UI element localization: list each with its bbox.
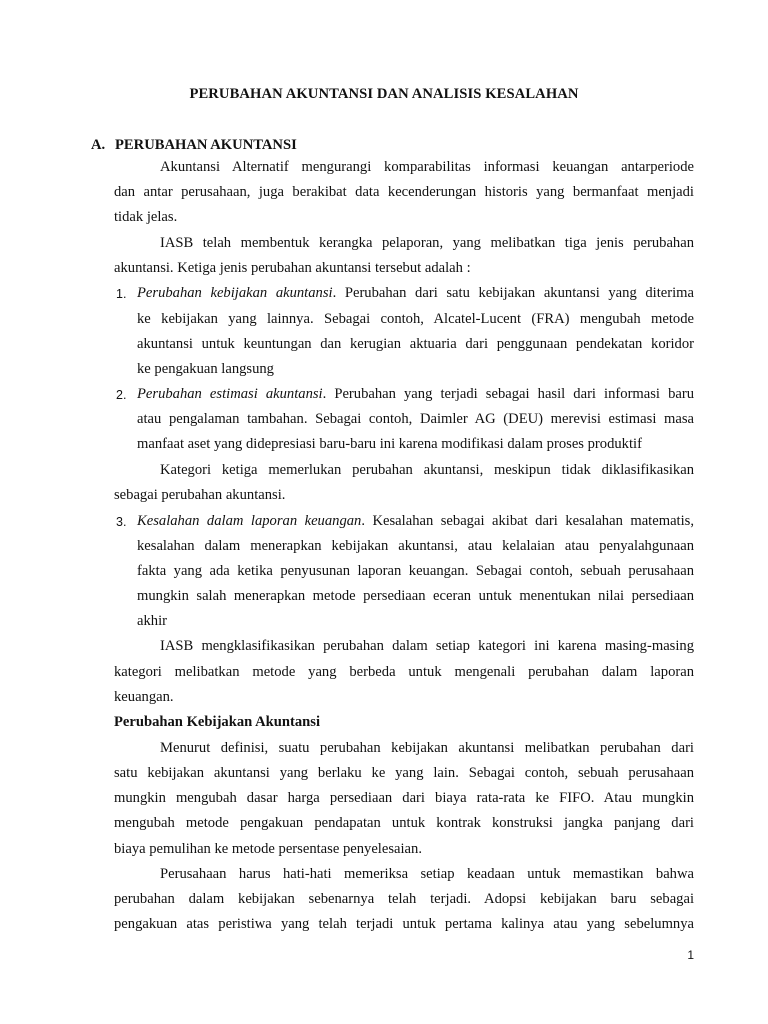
list-item-line: fakta yang ada ketika penyusunan laporan keuangan. Sebagai contoh, sebuah perusahaan (137, 563, 694, 579)
list-item-text: . Perubahan yang terjadi sebagai hasil dari informasi baru (322, 386, 694, 402)
document-title: PERUBAHAN AKUNTANSI DAN ANALISIS KESALAHAN (189, 86, 579, 102)
paragraph-line: keuangan. (114, 689, 174, 705)
list-item-line: manfaat aset yang didepresiasi baru-baru ini karena modifikasi dalam proses produktif (137, 436, 642, 452)
list-item-line: ke pengakuan langsung (137, 361, 274, 377)
list-item-line: kesalahan dalam menerapkan kebijakan akuntansi, atau kelalaian atau penyalahgunaan (137, 538, 694, 554)
paragraph-line: tidak jelas. (114, 209, 178, 225)
paragraph-line: pengakuan atas peristiwa yang telah terjadi untuk pertama kalinya atau yang sebelumnya (114, 916, 694, 932)
paragraph-line: Perusahaan harus hati-hati memeriksa setiap keadaan untuk memastikan bahwa (160, 866, 694, 882)
subheading: Perubahan Kebijakan Akuntansi (114, 714, 321, 730)
list-number: 2. (116, 388, 127, 402)
paragraph-line: biaya pemulihan ke metode persentase penyelesaian. (114, 841, 422, 857)
paragraph-line: Menurut definisi, suatu perubahan kebijakan akuntansi melibatkan perubahan dari (160, 740, 694, 756)
list-item-line: mungkin salah menerapkan metode persediaan eceran untuk menentukan nilai persediaan (137, 588, 694, 604)
page-number: 1 (687, 948, 694, 962)
section-title: PERUBAHAN AKUNTANSI (115, 137, 297, 153)
list-item-line: akhir (137, 613, 167, 629)
list-item-line (137, 284, 694, 302)
list-item-term: Perubahan estimasi akuntansi (137, 386, 323, 402)
list-item-term: Kesalahan dalam laporan keuangan (137, 513, 362, 529)
paragraph-line: sebagai perubahan akuntansi. (114, 487, 286, 503)
paragraph-line: akuntansi. Ketiga jenis perubahan akuntansi tersebut adalah : (114, 260, 471, 276)
list-item-text: . Perubahan dari satu kebijakan akuntansi yang diterima (332, 285, 694, 301)
list-item-line (137, 512, 694, 530)
paragraph-line: Kategori ketiga memerlukan perubahan akuntansi, meskipun tidak diklasifikasikan (160, 462, 694, 478)
list-number: 1. (116, 287, 127, 301)
paragraph-line: IASB mengklasifikasikan perubahan dalam setiap kategori ini karena masing-masing (160, 638, 694, 654)
list-item-line: atau pengalaman tambahan. Sebagai contoh, Daimler AG (DEU) merevisi estimasi masa (137, 411, 694, 427)
list-item-line (137, 385, 694, 403)
paragraph-line: perubahan dalam kebijakan sebenarnya telah terjadi. Adopsi kebijakan baru sebagai (114, 891, 694, 907)
section-heading (91, 137, 297, 154)
list-item-text: . Kesalahan sebagai akibat dari kesalahan matematis, (361, 513, 694, 529)
list-item-line: akuntansi untuk keuntungan dan kerugian aktuaria dari penggunaan pendekatan koridor (137, 336, 694, 352)
paragraph-line: mengubah metode pengakuan pendapatan untuk kontrak konstruksi jangka panjang dari (114, 815, 694, 831)
paragraph-line: dan antar perusahaan, juga berakibat data kecenderungan historis yang bermanfaat menjadi (114, 184, 694, 200)
list-number: 3. (116, 515, 127, 529)
paragraph-line: satu kebijakan akuntansi yang berlaku ke yang lain. Sebagai contoh, sebuah perusahaan (114, 765, 694, 781)
section-letter: A. (91, 137, 106, 153)
paragraph-line: mungkin mengubah dasar harga persediaan dari biaya rata-rata ke FIFO. Atau mungkin (114, 790, 694, 806)
paragraph-line: IASB telah membentuk kerangka pelaporan, yang melibatkan tiga jenis perubahan (160, 235, 694, 251)
list-item-term: Perubahan kebijakan akuntansi (137, 285, 333, 301)
list-item-line: ke kebijakan yang lainnya. Sebagai contoh, Alcatel-Lucent (FRA) mengubah metode (137, 311, 694, 327)
paragraph-line: kategori melibatkan metode yang berbeda untuk mengenali perubahan dalam laporan (114, 664, 694, 680)
paragraph-line: Akuntansi Alternatif mengurangi komparabilitas informasi keuangan antarperiode (160, 159, 694, 175)
